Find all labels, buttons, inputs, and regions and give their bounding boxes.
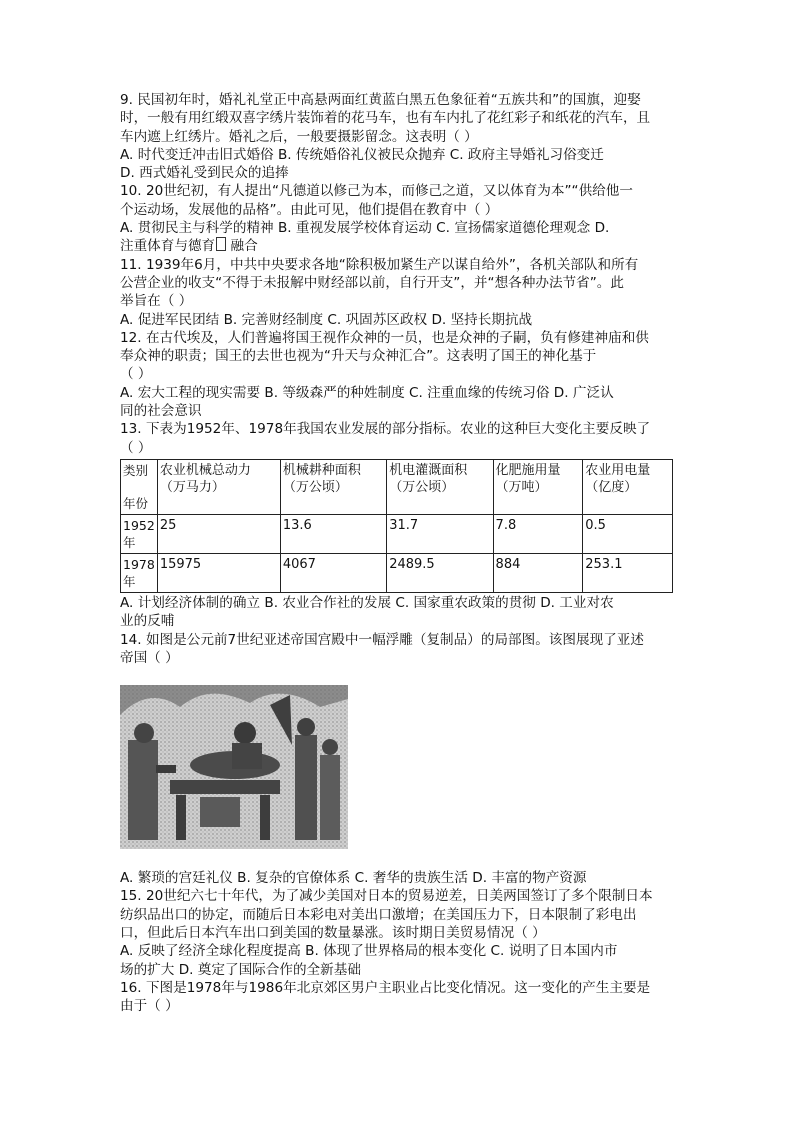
table-header-cell: 农业用电量 （亿度） <box>583 459 673 514</box>
table-year-cell: 1952 年 <box>121 514 158 553</box>
table-header-cell: 化肥施用量 （万吨） <box>493 459 583 514</box>
question-16 <box>120 979 680 1016</box>
question-13 <box>120 420 680 630</box>
table-cell: 0.5 <box>583 514 673 553</box>
question-11-line: 举旨在（ ） <box>120 293 193 310</box>
table-corner-cell <box>121 459 158 514</box>
question-9-line: 9. 民国初年时，婚礼礼堂正中高悬两面红黄蓝白黑五色象征着“五族共和”的国旗，迎娶 <box>120 92 641 108</box>
question-9-line: 时，一般有用红缎双喜字绣片装饰着的花马车，也有车内扎了花红彩子和纸花的汽车，且 <box>120 110 651 127</box>
question-10-line: 10. 20世纪初，有人提出“凡德道以修己为本，而修己之道，又以体育为本”“供给他一 <box>120 183 633 200</box>
question-12 <box>120 329 680 420</box>
question-10-options: A. 贯彻民主与科学的精神 B. 重视发展学校体育运动 C. 宣扬儒家道德伦理观念 D. <box>120 220 610 237</box>
question-13-options: 业的反哺 <box>120 613 175 630</box>
question-13-options: A. 计划经济体制的确立 B. 农业合作社的发展 C. 国家重农政策的贯彻 D. 工业对农 <box>120 594 614 611</box>
assyrian-relief-image <box>120 685 348 849</box>
question-11-line: 11. 1939年6月，中共中央要求各地“除积极加紧生产以谋自给外”，各机关部队和所有 <box>120 256 639 273</box>
missing-glyph-box-icon <box>216 237 226 251</box>
question-12-options: A. 宏大工程的现实需要 B. 等级森严的种姓制度 C. 注重血缘的传统习俗 D. 广泛认 <box>120 384 614 401</box>
question-11 <box>120 256 680 329</box>
table-year-cell: 1978 年 <box>121 553 158 592</box>
question-10-options <box>120 237 680 255</box>
question-12-line: 12. 在古代埃及，人们普遍将国王视作众神的一员，也是众神的子嗣，负有修建神庙和供 <box>120 329 649 346</box>
question-12-line: （ ） <box>120 366 152 383</box>
table-header-cell: 农业机械总动力 （万马力） <box>157 459 280 514</box>
corner-year-label: 年份 <box>123 495 149 511</box>
question-10-line: 个运动场，发展他的品格”。由此可见，他们提倡在教育中（ ） <box>120 201 499 218</box>
question-14-line: 14. 如图是公元前7世纪亚述帝国宫殿中一幅浮雕（复制品）的局部图。该图展现了亚述 <box>120 631 644 648</box>
table-cell: 253.1 <box>583 553 673 592</box>
question-12-options: 同的社会意识 <box>120 403 202 420</box>
question-11-line: 公营企业的收支“不得于未报解中财经部以前，自行开支”，并“想各种办法节省”。此 <box>120 274 624 291</box>
question-12-line: 奉众神的职责；国王的去世也视为“升天与众神汇合”。这表明了国王的神化基于 <box>120 348 597 365</box>
table-header-cell: 机械耕种面积 （万公顷） <box>280 459 386 514</box>
table-cell: 25 <box>157 514 280 553</box>
table-cell: 13.6 <box>280 514 386 553</box>
question-15-options: A. 反映了经济全球化程度提高 B. 体现了世界格局的根本变化 C. 说明了日本国内市 <box>120 943 618 960</box>
question-page <box>120 91 680 1016</box>
agriculture-indicator-table <box>120 459 673 593</box>
table-cell: 2489.5 <box>387 553 493 592</box>
question-13-line: 13. 下表为1952年、1978年我国农业发展的部分指标。农业的这种巨大变化主要反映了 <box>120 421 651 438</box>
question-10-option-d-tail: 融合 <box>230 238 258 255</box>
question-15-line: 口，但此后日本汽车出口到美国的数量暴涨。该时期日美贸易情况（ ） <box>120 925 546 942</box>
table-cell: 4067 <box>280 553 386 592</box>
table-cell: 7.8 <box>493 514 583 553</box>
question-9-line: 车内遮上红绣片。婚礼之后，一般要摄影留念。这表明（ ） <box>120 128 478 145</box>
question-15-line: 15. 20世纪六七十年代，为了减少美国对日本的贸易逆差，日美两国签订了多个限制日本 <box>120 888 653 905</box>
question-14-options: A. 繁琐的宫廷礼仪 B. 复杂的官僚体系 C. 奢华的贵族生活 D. 丰富的物产资源 <box>120 870 587 887</box>
question-14-line: 帝国（ ） <box>120 649 179 666</box>
relief-illustration <box>120 685 348 849</box>
corner-category-label: 类别 <box>123 462 149 478</box>
question-15 <box>120 887 680 978</box>
question-15-line: 纺织品出口的协定，而随后日本彩电对美出口激增；在美国压力下，日本限制了彩电出 <box>120 906 637 923</box>
table-header-row <box>121 459 673 514</box>
table-cell: 884 <box>493 553 583 592</box>
table-header-cell: 机电灌溉面积 （万公顷） <box>387 459 493 514</box>
table-cell: 31.7 <box>387 514 493 553</box>
question-15-options: 场的扩大 D. 奠定了国际合作的全新基础 <box>120 961 361 978</box>
question-14 <box>120 631 680 888</box>
table-cell: 15975 <box>157 553 280 592</box>
table-row <box>121 514 673 553</box>
question-9-options: D. 西式婚礼受到民众的追捧 <box>120 165 289 182</box>
question-16-line: 16. 下图是1978年与1986年北京郊区男户主职业占比变化情况。这一变化的产生主要是 <box>120 979 651 996</box>
question-16-line: 由于（ ） <box>120 998 179 1015</box>
question-13-line: （ ） <box>120 439 152 456</box>
table-row <box>121 553 673 592</box>
question-9 <box>120 91 680 182</box>
question-10-option-d-text: 注重体育与德育 <box>120 238 216 255</box>
question-10 <box>120 182 680 255</box>
question-9-options: A. 时代变迁冲击旧式婚俗 B. 传统婚俗礼仪被民众抛弃 C. 政府主导婚礼习俗变迁 <box>120 146 604 163</box>
question-11-options: A. 促进军民团结 B. 完善财经制度 C. 巩固苏区政权 D. 坚持长期抗战 <box>120 311 533 328</box>
